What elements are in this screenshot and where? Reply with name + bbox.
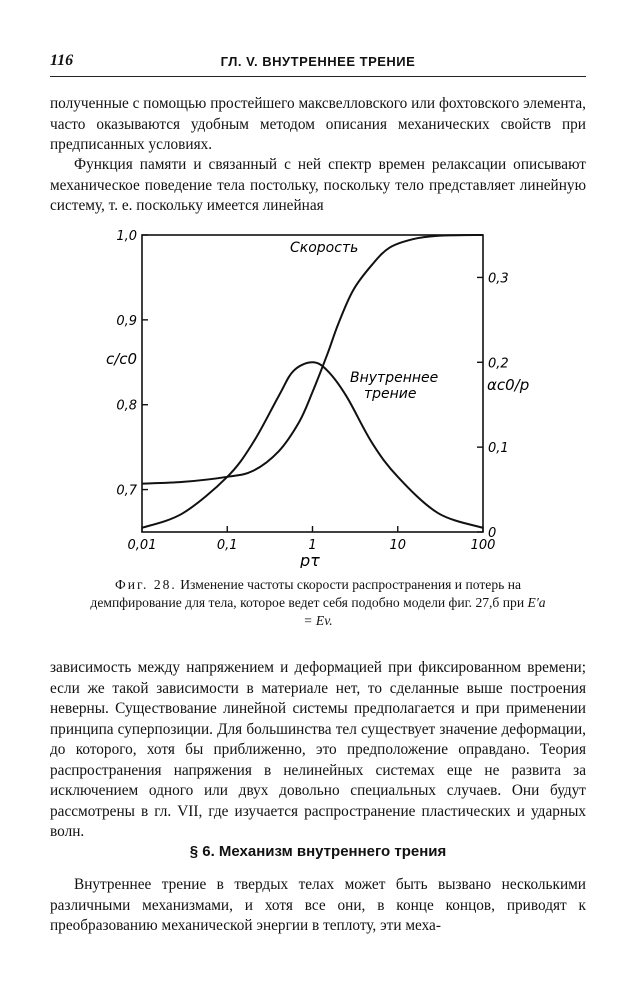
paragraph-4: Внутреннее трение в твердых телах может быть вызвано несколькими различными механизмами, и хотя все они, в конце концов, приводят к преобразованию механической энергии в теплоту, эти меха- xyxy=(50,876,586,934)
x-tick-label: 100 xyxy=(470,538,496,553)
left-tick-label: 0,7 xyxy=(116,483,137,499)
figure-caption xyxy=(88,576,548,630)
x-axis-label: pτ xyxy=(300,551,320,568)
right-tick-label: 0,3 xyxy=(488,271,509,287)
left-tick-label: 0,8 xyxy=(116,398,137,414)
left-tick-label: 0,9 xyxy=(116,313,137,329)
right-tick-label: 0 xyxy=(488,526,497,541)
annotation-friction-2: трение xyxy=(364,386,417,402)
series-line-speed xyxy=(142,235,483,484)
x-tick-label: 0,01 xyxy=(127,538,157,553)
page-number: 116 xyxy=(50,52,74,69)
caption-label: Фиг. 28. xyxy=(114,577,177,592)
series-line-friction xyxy=(142,362,483,528)
annotation-friction-1: Внутреннее xyxy=(350,370,439,386)
page-header xyxy=(50,50,586,77)
figure-28-chart xyxy=(0,218,634,568)
caption-text: Изменение частоты скорости распространения и потерь на демпфирование для тела, которое ведет себя подобно модели фиг. 27,б при xyxy=(90,577,525,610)
paragraph-1: полученные с помощью простейшего максвелловского или фохтовского элемента, часто оказываются удобным методом описания механических свойств при предписанных условиях. xyxy=(50,95,586,153)
left-tick-label: 1,0 xyxy=(116,229,137,244)
paragraph-3: зависимость между напряжением и деформацией при фиксированном времени; если же такой зависимости в материале нет, то сделанные выше построения неверны. Существование линейной системы предполагается и при применении принципа суперпозиции. Для большинства тел существует значение деформации, до которого, хотя бы приближенно, это предположение оправдано. Теория распространения напряжения в нелинейных системах еще не развита за исключением одного или двух довольно специальных случаев. Они будут рассмотрены в гл. VII, где изучается распространение пластических и ударных волн. xyxy=(50,659,586,840)
section-heading: § 6. Механизм внутреннего трения xyxy=(189,843,447,860)
x-tick-label: 0,1 xyxy=(216,538,238,553)
caption-formula: E′a = Ev. xyxy=(303,595,546,628)
annotation-speed: Скорость xyxy=(290,240,359,256)
paragraph-2: Функция памяти и связанный с ней спектр времен релаксации описывают механическое поведение тела постольку, поскольку тело представляет линейную систему, т. е. поскольку имеется линейная xyxy=(50,156,586,214)
left-axis-label: c/c0 xyxy=(106,350,138,368)
right-axis-label: αc0/p xyxy=(487,376,530,394)
x-tick-label: 10 xyxy=(389,538,407,553)
running-head: ГЛ. V. ВНУТРЕННЕЕ ТРЕНИЕ xyxy=(220,54,416,69)
right-tick-label: 0,1 xyxy=(488,441,509,457)
x-tick-label: 1 xyxy=(308,538,317,553)
right-tick-label: 0,2 xyxy=(488,356,509,372)
